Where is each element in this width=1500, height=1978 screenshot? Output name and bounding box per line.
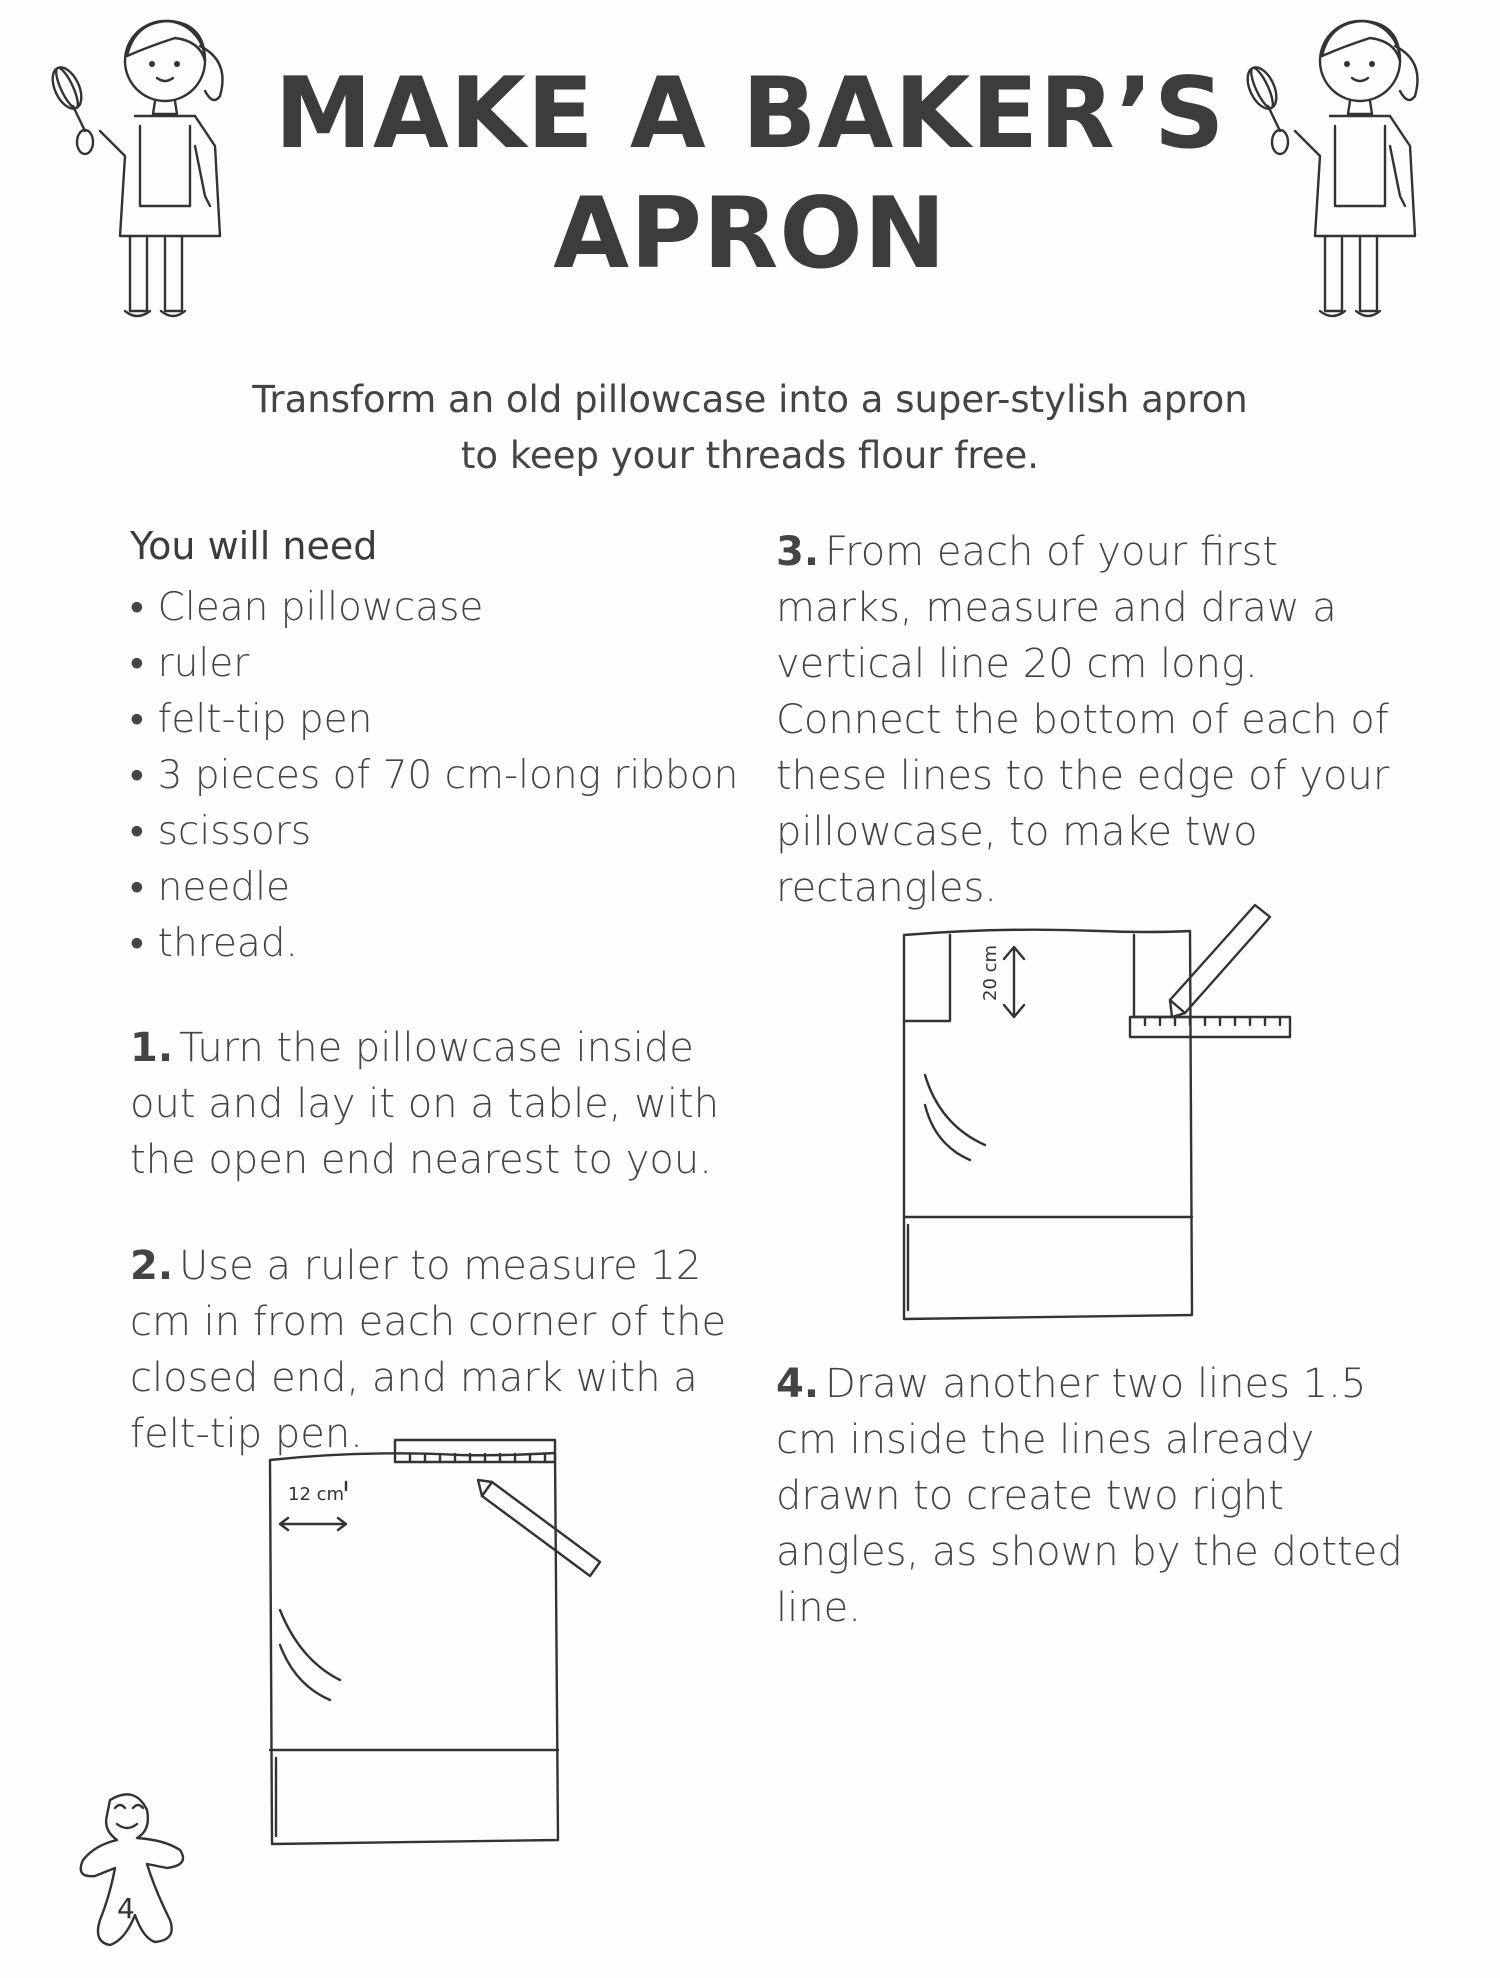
list-item: • felt-tip pen — [130, 692, 738, 748]
title-line-1: MAKE A BAKER’S — [274, 57, 1226, 171]
measure-label-20: 20 cm — [980, 944, 1001, 1001]
step-text: Turn the pillowcase inside out and lay it on a table, with the open end nearest to you. — [130, 1025, 720, 1183]
step-number: 3. — [776, 529, 820, 575]
measure-label-12: 12 cm — [288, 1484, 345, 1505]
list-item: • 3 pieces of 70 cm-long ribbon — [130, 748, 738, 804]
list-item: • thread. — [130, 916, 738, 972]
baker-girl-left-icon — [55, 6, 245, 326]
step-3 — [776, 524, 1416, 916]
whisk-icon — [1242, 63, 1288, 154]
ruler-icon — [395, 1440, 555, 1462]
step-4 — [776, 1356, 1416, 1636]
step-number: 2. — [130, 1243, 174, 1289]
diagram-measure — [260, 1420, 620, 1860]
step-number: 1. — [130, 1025, 174, 1071]
step-text: Draw another two lines 1.5 cm inside the lines already drawn to create two right angles, as shown by the dotted line. — [776, 1361, 1403, 1631]
step-1 — [130, 1020, 730, 1188]
list-item: • needle — [130, 860, 738, 916]
gingerbread-man-icon — [55, 1790, 205, 1970]
list-item: • ruler — [130, 636, 738, 692]
needs-heading: You will need — [130, 524, 378, 568]
page-title — [260, 54, 1240, 294]
whisk-icon — [47, 63, 93, 154]
baker-girl-right-icon — [1250, 6, 1440, 326]
title-line-2: APRON — [553, 177, 947, 291]
step-text: Use a ruler to measure 12 cm in from each corner of the closed end, and mark with a felt-tip pen. — [130, 1243, 727, 1457]
step-number: 4. — [776, 1361, 820, 1407]
step-text: From each of your first marks, measure and draw a vertical line 20 cm long. Connect the bottom of each of these lines to the edge of your pillowcase, to make two rectangles. — [776, 529, 1390, 911]
subtitle-line-1: Transform an old pillowcase into a super-stylish apron — [252, 378, 1248, 421]
list-item: • Clean pillowcase — [130, 580, 738, 636]
ruler-icon — [1130, 1017, 1290, 1037]
page-number: 4 — [117, 1892, 135, 1925]
subtitle — [200, 372, 1300, 484]
subtitle-line-2: to keep your threads flour free. — [460, 434, 1040, 477]
list-item: • scissors — [130, 804, 738, 860]
diagram-rectangles — [890, 905, 1300, 1325]
pencil-icon — [478, 1480, 600, 1576]
pencil-icon — [1170, 905, 1270, 1017]
needs-list — [130, 580, 738, 972]
